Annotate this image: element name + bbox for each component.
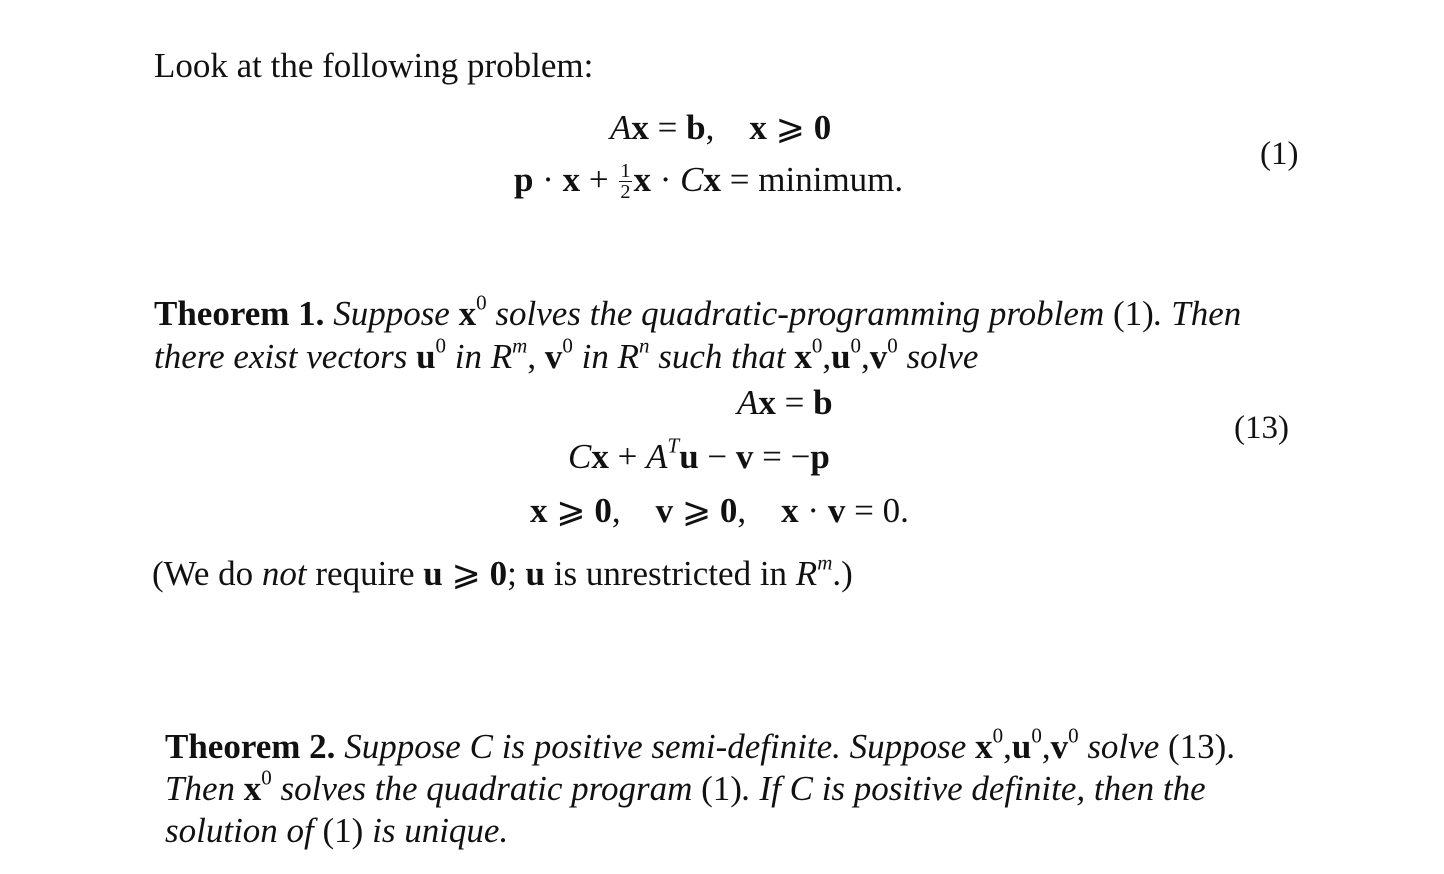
- system-13-line-1: Ax = b: [737, 383, 833, 422]
- theorem-1-label: Theorem 1.: [154, 294, 325, 333]
- theorem-2-label: Theorem 2.: [165, 727, 336, 766]
- one-half-fraction: $\frac{1}{2}$: [620, 159, 631, 204]
- problem-constraint-line: Ax = b, x ⩾ 0: [610, 108, 832, 147]
- equation-number-1: (1): [1260, 136, 1299, 172]
- equation-number-13: (13): [1234, 410, 1289, 446]
- theorem-2-line-3: solution of (1) is unique.: [165, 811, 509, 850]
- theorem-1: [154, 292, 1241, 378]
- theorem-2-line-2: Then $x^0$ solves the quadratic program (1). If C is positive definite, then the: [165, 765, 1206, 808]
- system-13-line-3: x ⩾ 0, v ⩾ 0, x · v = 0.: [530, 491, 909, 530]
- theorem-2: [165, 723, 1236, 852]
- theorem-1-line-1: Theorem 1. Suppose $x^0$ solves the quadratic-programming problem (1). Then: [154, 290, 1242, 333]
- problem-objective-line: p · x + $\frac{1}{2}$ x · Cx = minimum.: [514, 159, 904, 204]
- theorem-2-line-1: Theorem 2. Suppose C is positive semi-definite. Suppose $x^0,u^0,v^0$ solve (13).: [165, 723, 1236, 766]
- intro-text: Look at the following problem:: [154, 46, 594, 85]
- system-13-line-2: $Cx + A^Tu - v = -p$: [568, 433, 830, 476]
- unrestricted-note: (We do not require u ⩾ 0; u is unrestricted in $R^m$.): [152, 550, 853, 593]
- theorem-1-line-2: there exist vectors $u^0$ in $R^m$, $v^0$ in $R^n$ such that $x^0,u^0,v^0$ solve: [154, 333, 979, 376]
